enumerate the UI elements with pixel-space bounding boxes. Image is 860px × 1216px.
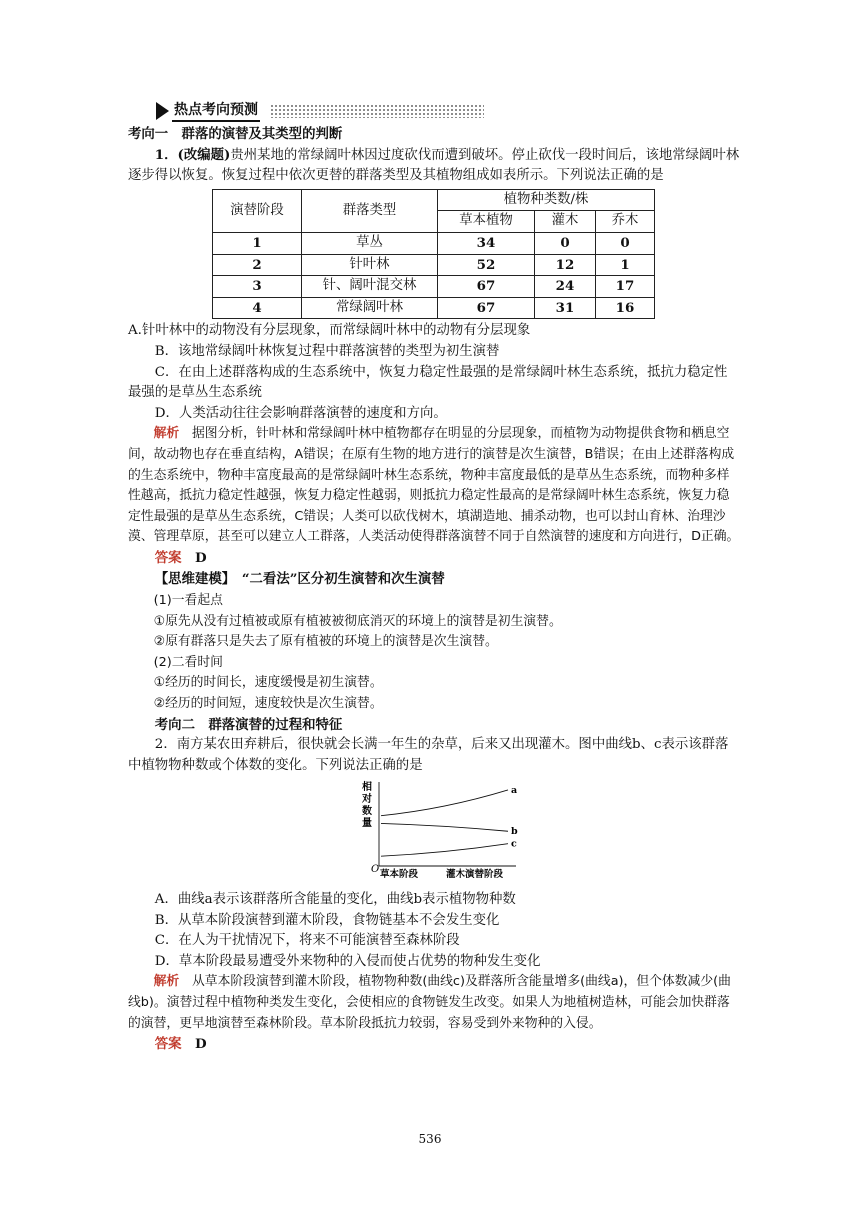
succession-table [212, 189, 655, 320]
banner-label: 热点考向预测 [172, 100, 260, 123]
cell-shrub: 31 [535, 297, 596, 319]
answer-label: 答案 [154, 1036, 182, 1053]
th-shrub: 灌木 [535, 211, 596, 233]
dotted-decoration [270, 104, 484, 118]
model-line: (1)一看起点 [153, 593, 223, 609]
cell-herb: 67 [438, 276, 535, 298]
series-line-c [381, 844, 508, 856]
analysis-text: 从草本阶段演替到灌木阶段，植物物种数(曲线c)及群落所含能量增多(曲线a)，但个体数减少(曲线b)。演替过程中植物种类发生变化，会使相应的食物链发生改变。如果人为地植树造林，可能会加快群落的演替，更早地演替至森林阶段。草本阶段抵抗力较弱，容易受到外来物种的入侵。 [128, 974, 731, 1031]
analysis-label: 解析 [153, 974, 180, 990]
q1-option-b: B．该地常绿阔叶林恢复过程中群落演替的类型为初生演替 [154, 343, 500, 359]
q1-analysis [128, 424, 740, 548]
series-label-a: a [511, 785, 518, 797]
answer-value: D [194, 1036, 207, 1053]
document-page [128, 100, 740, 1056]
model-line: ①经历的时间长，速度缓慢是初生演替。 [153, 675, 383, 691]
cell-shrub: 0 [535, 232, 596, 254]
series-label-c: c [511, 839, 517, 851]
q1-answer [128, 548, 740, 570]
cell-tree: 0 [596, 232, 655, 254]
table-row [213, 297, 655, 319]
cell-herb: 34 [438, 232, 535, 254]
cell-stage: 4 [213, 297, 302, 319]
page-number: 536 [418, 1132, 442, 1146]
cell-type: 针叶林 [302, 254, 438, 276]
cell-tree: 1 [596, 254, 655, 276]
q2-option-d: D．草本阶段最易遭受外来物种的入侵而使占优势的物种发生变化 [154, 953, 541, 969]
succession-line-chart [358, 780, 518, 880]
q1-option-a: A.针叶林中的动物没有分层现象，而常绿阔叶林中的动物有分层现象 [128, 323, 531, 339]
q2-option-b: B．从草本阶段演替到灌木阶段，食物链基本不会发生变化 [154, 912, 500, 928]
cell-type: 针、阔叶混交林 [302, 276, 438, 298]
analysis-label: 解析 [153, 426, 180, 442]
x-tick-label: 草本阶段 [380, 869, 419, 881]
table-row [213, 254, 655, 276]
chevron-right-icon [156, 102, 169, 120]
q1-number: 1． [154, 146, 178, 163]
q2-answer [128, 1034, 740, 1056]
q2-option-c: C．在人为干扰情况下，将来不可能演替至森林阶段 [154, 933, 460, 949]
th-herb: 草本植物 [438, 211, 535, 233]
q1-option-c: C．在由上述群落构成的生态系统中，恢复力稳定性最强的是常绿阔叶林生态系统，抵抗力稳定性最强的是草丛生态系统 [128, 364, 728, 401]
model-line: ②原有群落只是失去了原有植被的环境上的演替是次生演替。 [153, 634, 498, 650]
cell-stage: 1 [213, 232, 302, 254]
th-tree: 乔木 [596, 211, 655, 233]
model-title: 【思维建模】 [154, 571, 229, 588]
q1-tag: (改编题) [177, 146, 231, 163]
cell-shrub: 12 [535, 254, 596, 276]
cell-herb: 67 [438, 297, 535, 319]
cell-shrub: 24 [535, 276, 596, 298]
cell-tree: 17 [596, 276, 655, 298]
cell-stage: 3 [213, 276, 302, 298]
q2-option-a: A．曲线a表示该群落所含能量的变化，曲线b表示植物物种数 [154, 892, 516, 907]
analysis-text: 据图分析，针叶林和常绿阔叶林中植物都存在明显的分层现象，而植物为动物提供食物和栖息空间，故动物也存在垂直结构，A错误；在原有生物的地方进行的演替是次生演替，B错误；在由上述群落构成的生态系统中，物种丰富度最高的是常绿阔叶林生态系统，物种丰富度最低的是草丛生态系统，而物种多样性越高，抵抗力稳定性越强，恢复力稳定性越弱，则抵抗力稳定性最高的是常绿阔叶林生态系统，恢复力稳定性最强的是草丛生态系统，C错误；人类可以砍伐树木，填湖造地、捕杀动物，也可以封山育林、治理沙漠、管理草原，甚至可以建立人工群落，人类活动使得群落演替不同于自然演替的速度和方向进行，D正确。 [128, 426, 740, 545]
question-1-stem [128, 145, 740, 187]
section-2-title: 考向二 群落演替的过程和特征 [154, 716, 343, 733]
x-tick-label: 灌木演替阶段 [446, 869, 504, 881]
model-heading [128, 569, 740, 591]
model-subtitle: “二看法”区分初生演替和次生演替 [241, 571, 445, 588]
section-1-title: 考向一 群落的演替及其类型的判断 [128, 126, 343, 142]
cell-type: 草丛 [302, 232, 438, 254]
th-type: 群落类型 [302, 189, 438, 232]
section-banner [156, 100, 740, 122]
model-line: ①原先从没有过植被或原有植被被彻底消灭的环境上的演替是初生演替。 [153, 613, 562, 629]
q1-text: 贵州某地的常绿阔叶林因过度砍伐而遭到破坏。停止砍伐一段时间后，该地常绿阔叶林逐步得以恢复。恢复过程中依次更替的群落类型及其植物组成如表所示。下列说法正确的是 [128, 147, 740, 184]
origin-label: O [371, 864, 380, 876]
y-axis-label: 相对数量 [362, 782, 372, 830]
table-row [213, 232, 655, 254]
answer-value: D [194, 549, 207, 566]
q2-analysis [128, 972, 740, 1034]
model-line: ②经历的时间短，速度较快是次生演替。 [153, 696, 383, 712]
question-2-stem: 2．南方某农田弃耕后，很快就会长满一年生的杂草，后来又出现灌木。图中曲线b、c表示该群落中植物物种数或个体数的变化。下列说法正确的是 [128, 737, 729, 773]
cell-tree: 16 [596, 297, 655, 319]
series-label-b: b [511, 826, 518, 838]
th-species: 植物种类数/株 [438, 189, 655, 211]
series-line-a [381, 790, 508, 816]
q1-option-d: D．人类活动往往会影响群落演替的速度和方向。 [154, 405, 447, 421]
cell-herb: 52 [438, 254, 535, 276]
cell-type: 常绿阔叶林 [302, 297, 438, 319]
model-line: (2)二看时间 [153, 654, 223, 670]
answer-label: 答案 [154, 549, 182, 566]
series-line-b [381, 824, 508, 832]
th-stage: 演替阶段 [213, 189, 302, 232]
table-row [213, 276, 655, 298]
cell-stage: 2 [213, 254, 302, 276]
